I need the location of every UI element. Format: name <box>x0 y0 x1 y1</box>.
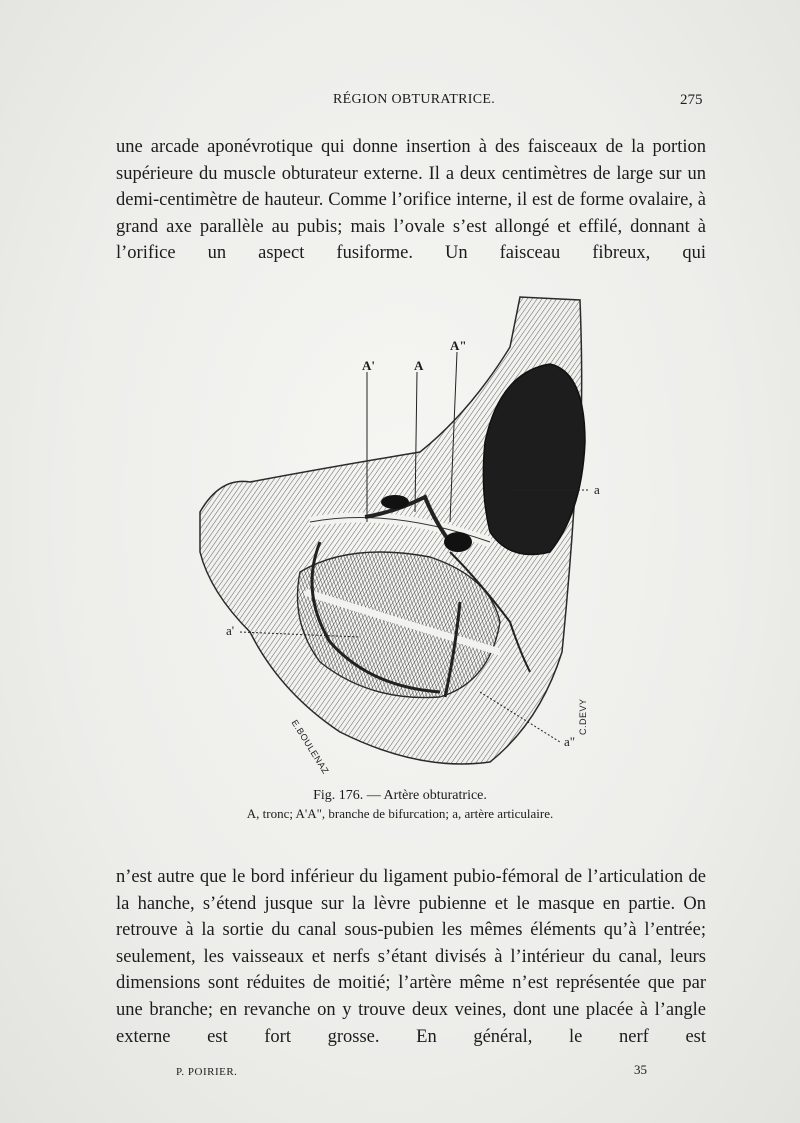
running-title: RÉGION OBTURATRICE. <box>333 92 496 107</box>
label-a-double-prime: A" <box>450 338 467 353</box>
paragraph-bottom: n’est autre que le bord inférieur du ligament pubio-fémoral de l’articulation de la hanche, s’étend jusque sur la lèvre pubienne et le masque en partie. On retrouve à la sortie du canal sous-pubien les mêmes éléments qu’à l’entrée; seulement, les vaisseaux et nerfs s’étant divisés à l’intérieur du canal, leurs dimensions sont réduites de moitié; l’artère même n’est représentée que par une branche; en revanche on y trouve deux veines, dont une placée à l’angle externe est fort grosse. En général, le nerf est <box>116 867 706 1047</box>
label-a-lower-prime: a' <box>226 623 235 638</box>
label-a-lower-double-prime: a" <box>564 734 576 749</box>
figure-caption-text: A, tronc; A'A", branche de bifurcation; a, artère articulaire. <box>246 806 554 821</box>
page-number: 275 <box>680 92 703 108</box>
label-a: A <box>414 358 424 373</box>
obturator-artery-engraving <box>190 292 610 772</box>
figure-caption-title: Fig. 176. — Artère obturatrice. <box>313 788 487 803</box>
paragraph-top: une arcade aponévrotique qui donne insertion à des faisceaux de la portion supérieure du muscle obturateur externe. Il a deux centimètres de large sur un demi-centimètre de hauteur. Comme l’orifice interne, il est de forme ovalaire, à grand axe parallèle au pubis; mais l’ovale s’est allongé et effilé, donnant à l’orifice un aspect fusiforme. Un faisceau fibreux, qui <box>116 137 706 264</box>
page-header <box>0 86 800 116</box>
label-a-lower: a <box>594 482 600 497</box>
engraver-signature: E.BOULENAZ <box>289 718 331 776</box>
anatomical-figure <box>190 292 610 772</box>
footer-sheet-number: 35 <box>634 1062 647 1077</box>
engraver-signature-2: C.DEVY <box>578 698 588 735</box>
footer-signature: P. POIRIER. <box>176 1066 238 1078</box>
label-a-prime: A' <box>362 358 375 373</box>
